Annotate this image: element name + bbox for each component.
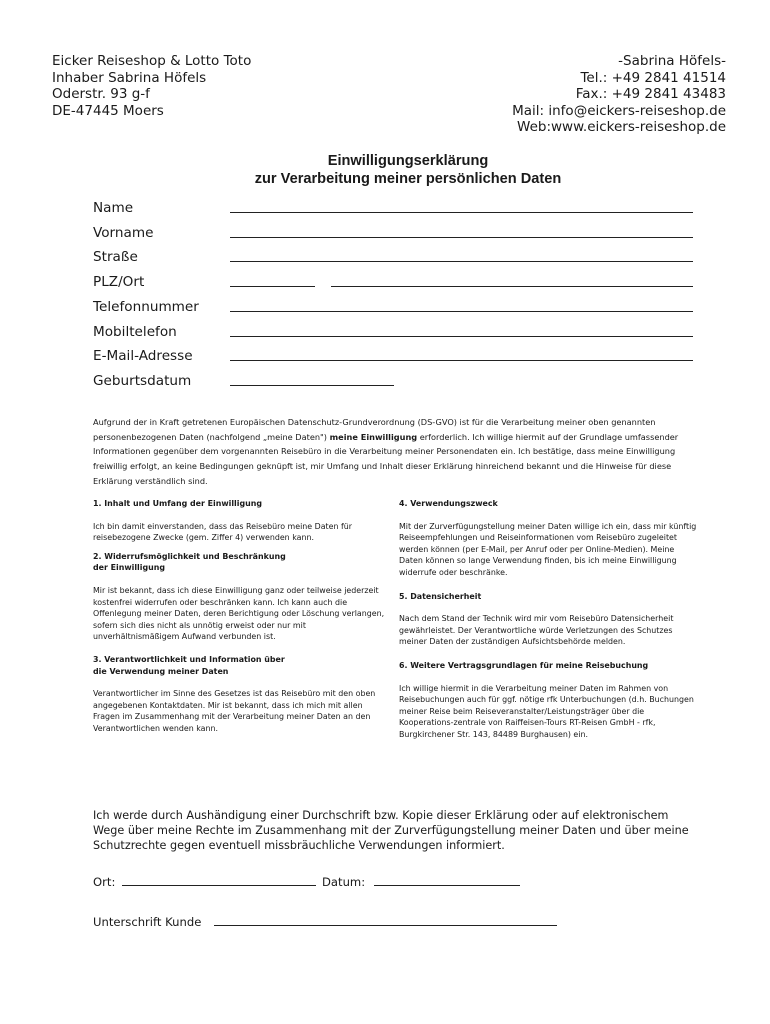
field-row-plz-ort xyxy=(93,272,703,292)
field-row-telefon xyxy=(93,297,703,317)
title-line-2: zur Verarbeitung meiner persönlichen Daten xyxy=(254,171,562,187)
field-line-ort[interactable] xyxy=(331,286,693,287)
phone-number: Tel.: +49 2841 41514 xyxy=(580,69,726,86)
signature-line[interactable] xyxy=(214,925,557,926)
letterhead-sender xyxy=(52,53,251,119)
street-address: Oderstr. 93 g-f xyxy=(52,86,150,103)
section-3-heading: 3. Verantwortlichkeit und Information über die Verwendung meiner Daten xyxy=(93,654,285,676)
email-address: Mail: info@eickers-reiseshop.de xyxy=(512,102,726,119)
section-2-heading: 2. Widerrufsmöglichkeit und Beschränkung der Einwilligung xyxy=(93,551,286,573)
section-4 xyxy=(399,498,697,579)
field-row-vorname xyxy=(93,223,703,243)
sections-right-column xyxy=(399,498,697,741)
field-row-geburtsdatum xyxy=(93,371,703,391)
ort-line[interactable] xyxy=(122,885,316,886)
section-5-body: Nach dem Stand der Technik wird mir vom Reisebüro Datensicherheit gewährleistet. Der Verantwortliche würde Verletzungen des Schutzes meiner Daten der zuständigen Aufsichtsbehörde melden. xyxy=(399,614,674,647)
section-2-body: Mir ist bekannt, dass ich diese Einwilligung ganz oder teilweise jederzeit kostenfrei widerrufen oder beschränken kann. Ich kann auch die Offenlegung meiner Daten, deren Berichtigung oder Löschung verlangen, sofern sich dies nicht als unnötig erweist oder nur mit unverhältnismäßigem Aufwand verbunden ist. xyxy=(93,585,385,642)
signature-row xyxy=(93,911,563,931)
section-2 xyxy=(93,551,391,643)
intro-text-start: Aufgrund der in Kraft getretenen Europäischen Datenschutz-Grundverordnung (DS-GVO) ist für die Verarbeitung meiner oben genannten personenbezogenen Daten (nachfolgend „meine Daten") xyxy=(93,417,656,442)
outro-paragraph: Ich werde durch Aushändigung einer Durchschrift bzw. Kopie dieser Erklärung oder auf elektronischem Wege über meine Rechte im Zusammenhang mit der Zurverfügungstellung meiner Daten und über meine Schutzrechte gegen eventuell missbräuchliche Verwendungen informiert. xyxy=(93,809,689,852)
field-line-geburtsdatum[interactable] xyxy=(230,385,394,386)
field-line-name[interactable] xyxy=(230,212,693,213)
field-label-telefon: Telefonnummer xyxy=(93,299,199,315)
field-line-email[interactable] xyxy=(230,360,693,361)
section-4-heading: 4. Verwendungszweck xyxy=(399,499,498,508)
field-label-plz-ort: PLZ/Ort xyxy=(93,274,145,290)
section-6-body: Ich willige hiermit in die Verarbeitung meiner Daten im Rahmen von Reisebuchungen auch für ggf. nötige rfk Unterbuchungen (d.h. Buchungen meiner Reise beim Reiseveranstalter/Leistungsträger über die Kooperations-zentrale von Raiffeisen-Tours RT-Reisen GmbH - rfk, Burgkirchener Str. 143, 84489 Burghausen) ein. xyxy=(399,683,694,739)
company-name: Eicker Reiseshop & Lotto Toto xyxy=(52,53,252,69)
section-1-body: Ich bin damit einverstanden, dass das Reisebüro meine Daten für reisebezogene Zwecke (gem. Ziffer 4) verwenden kann. xyxy=(93,521,353,543)
field-row-name xyxy=(93,198,703,218)
section-4-body: Mit der Zurverfügungstellung meiner Daten willige ich ein, dass mir künftig Reiseempfehlungen und Reiseinformationen vom Reisebüro zugeleitet werden können (per E-Mail, per Anruf oder per Online-Medien). Meine Daten können so lange Verwendung finden, bis ich meine Einwilligung widerrufe oder beschränke. xyxy=(399,521,697,577)
place-date-row xyxy=(93,871,533,891)
field-row-email xyxy=(93,346,703,366)
owner-name: Inhaber Sabrina Höfels xyxy=(52,69,207,86)
signature-label: Unterschrift Kunde xyxy=(93,915,202,929)
postal-city: DE-47445 Moers xyxy=(52,102,164,119)
section-3-body: Verantwortlicher im Sinne des Gesetzes ist das Reisebüro mit den oben angegebenen Kontaktdaten. Mir ist bekannt, dass ich mich mit allen Fragen im Zusammenhang mit der Verarbeitung meiner Daten an den Verantwortlichen wenden kann. xyxy=(93,689,376,733)
ort-label: Ort: xyxy=(93,875,116,889)
sections-left-column xyxy=(93,498,391,735)
field-line-telefon[interactable] xyxy=(230,311,693,312)
datum-line[interactable] xyxy=(374,885,520,886)
field-label-mobil: Mobiltelefon xyxy=(93,324,177,340)
section-6 xyxy=(399,660,697,741)
field-label-geburtsdatum: Geburtsdatum xyxy=(93,373,192,389)
section-1 xyxy=(93,498,391,544)
letterhead-contact xyxy=(512,53,726,136)
field-row-strasse xyxy=(93,247,703,267)
field-row-mobil xyxy=(93,322,703,342)
field-line-vorname[interactable] xyxy=(230,237,693,238)
field-label-strasse: Straße xyxy=(93,249,138,265)
intro-bold-consent: meine Einwilligung xyxy=(329,431,418,442)
field-line-plz[interactable] xyxy=(230,286,315,287)
datum-label: Datum: xyxy=(322,875,366,889)
title-line-1: Einwilligungserklärung xyxy=(327,153,489,169)
section-5-heading: 5. Datensicherheit xyxy=(399,591,482,601)
field-label-vorname: Vorname xyxy=(93,225,154,241)
section-5 xyxy=(399,591,697,648)
field-line-mobil[interactable] xyxy=(230,336,693,337)
intro-paragraph xyxy=(93,415,703,489)
website: Web:www.eickers-reiseshop.de xyxy=(517,119,726,136)
field-label-email: E-Mail-Adresse xyxy=(93,348,193,364)
field-line-strasse[interactable] xyxy=(230,261,693,262)
section-1-heading: 1. Inhalt und Umfang der Einwilligung xyxy=(93,499,262,508)
document-title xyxy=(0,152,770,188)
section-6-heading: 6. Weitere Vertragsgrundlagen für meine Reisebuchung xyxy=(399,660,649,670)
section-3 xyxy=(93,654,391,735)
fax-number: Fax.: +49 2841 43483 xyxy=(575,86,726,103)
field-label-name: Name xyxy=(93,200,134,216)
contact-person: -Sabrina Höfels- xyxy=(618,53,726,69)
intro-text-end: erforderlich. Ich willige hiermit auf der Grundlage umfassender Informationen gegenüber dem vorgenannten Reisebüro in die Verarbeitung meiner Personendaten ein. Ich bestätige, dass meine Einwilligung freiwillig erfolgt, an keine Bedingungen geknüpft ist, mir Umfang und Inhalt dieser Erklärung hinreichend bekannt und die Hinweise für diese Erklärung verständlich sind. xyxy=(93,431,679,486)
